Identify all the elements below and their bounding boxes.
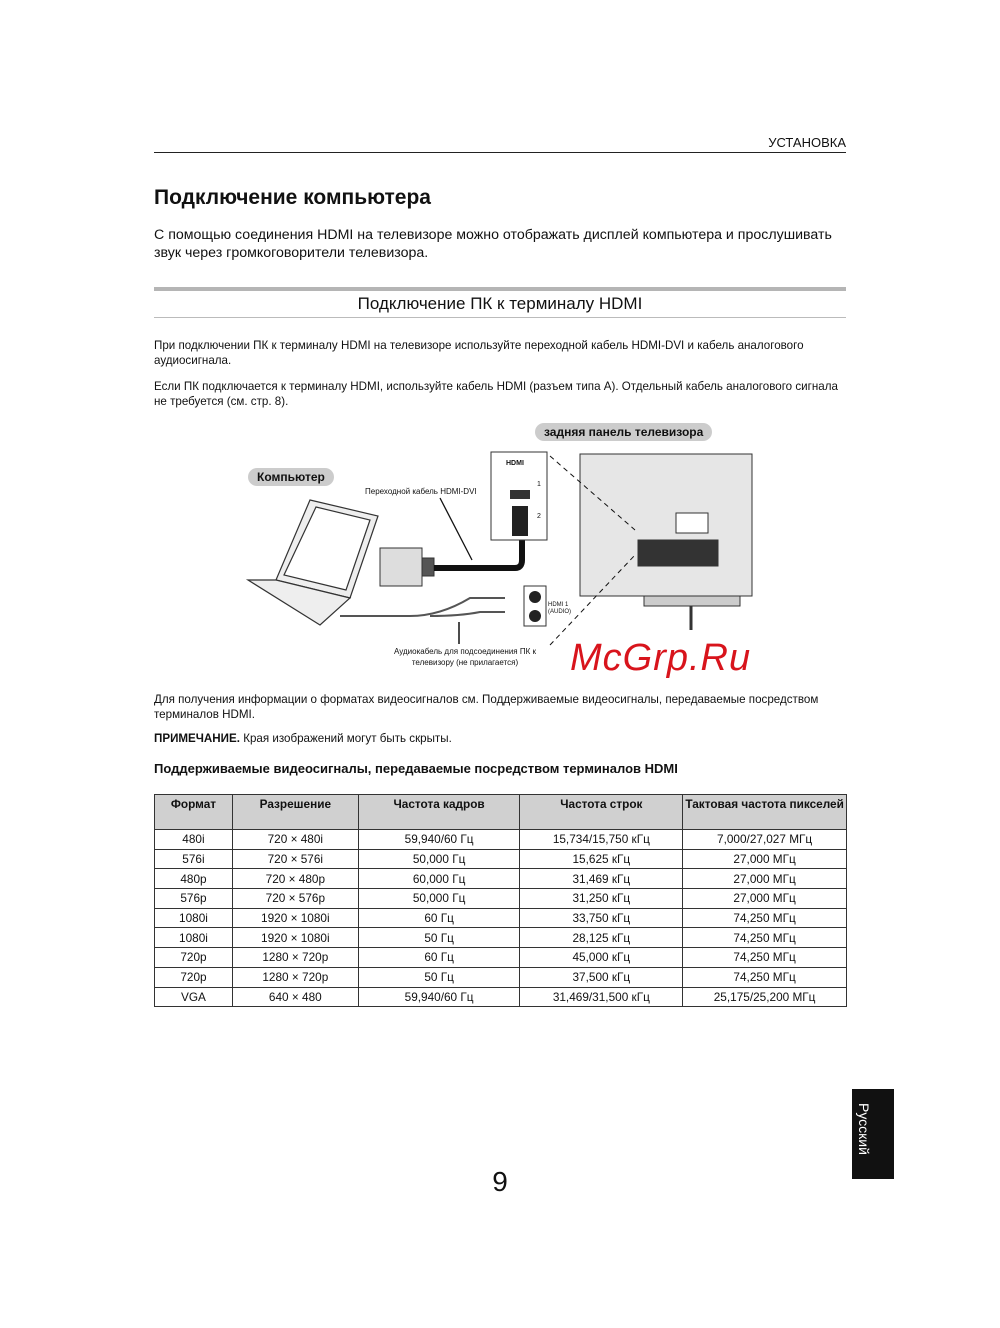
note-text: Края изображений могут быть скрыты.	[239, 732, 452, 745]
table-cell: 1080i	[155, 928, 233, 948]
table-row	[155, 869, 847, 889]
note	[154, 731, 846, 746]
paragraph-1: При подключении ПК к терминалу HDMI на телевизоре используйте переходной кабель HDMI-DVI и кабель аналогового аудиосигнала.	[154, 339, 804, 367]
col-header: Разрешение	[232, 795, 358, 830]
table-cell: VGA	[155, 987, 233, 1007]
table-cell: 74,250 МГц	[683, 967, 847, 987]
audio-cable-label: Аудиокабель для подсоединения ПК к телевизору (не прилагается)	[394, 647, 536, 667]
col-header: Формат	[155, 795, 233, 830]
table-cell: 27,000 МГц	[683, 849, 847, 869]
table-cell: 31,250 кГц	[520, 889, 683, 909]
table-cell: 59,940/60 Гц	[358, 987, 520, 1007]
table-cell: 45,000 кГц	[520, 948, 683, 968]
col-header: Частота строк	[520, 795, 683, 830]
table-cell: 27,000 МГц	[683, 869, 847, 889]
table-cell: 50 Гц	[358, 928, 520, 948]
table-row	[155, 889, 847, 909]
table-cell: 15,625 кГц	[520, 849, 683, 869]
port-1-label: 1	[537, 481, 541, 488]
table-cell: 50,000 Гц	[358, 849, 520, 869]
section-divider	[154, 287, 846, 291]
table-cell: 28,125 кГц	[520, 928, 683, 948]
language-tab-label: Русский	[856, 1103, 872, 1155]
col-header: Тактовая частота пикселей	[683, 795, 847, 830]
watermark: McGrp.Ru	[570, 637, 752, 679]
cable-label: Переходной кабель HDMI-DVI	[365, 487, 477, 496]
table-cell: 640 × 480	[232, 987, 358, 1007]
table-cell: 33,750 кГц	[520, 908, 683, 928]
table-cell: 576p	[155, 889, 233, 909]
table-cell: 720 × 576i	[232, 849, 358, 869]
table-cell: 31,469 кГц	[520, 869, 683, 889]
video-signal-table	[154, 794, 847, 1007]
laptop-illustration	[248, 500, 378, 625]
table-cell: 7,000/27,027 МГц	[683, 830, 847, 850]
table-cell: 15,734/15,750 кГц	[520, 830, 683, 850]
table-cell: 720 × 480p	[232, 869, 358, 889]
port-2-label: 2	[537, 513, 541, 520]
table-cell: 1280 × 720p	[232, 967, 358, 987]
table-cell: 50,000 Гц	[358, 889, 520, 909]
col-header: Частота кадров	[358, 795, 520, 830]
table-row	[155, 967, 847, 987]
table-cell: 25,175/25,200 МГц	[683, 987, 847, 1007]
table-cell: 720p	[155, 967, 233, 987]
note-label: ПРИМЕЧАНИЕ.	[154, 732, 240, 745]
table-cell: 1920 × 1080i	[232, 908, 358, 928]
intro-text: С помощью соединения HDMI на телевизоре можно отображать дисплей компьютера и прослушивать звук через громкоговорители телевизора.	[154, 227, 832, 261]
table-cell: 1080i	[155, 908, 233, 928]
table-cell: 1920 × 1080i	[232, 928, 358, 948]
table-cell: 60,000 Гц	[358, 869, 520, 889]
table-cell: 37,500 кГц	[520, 967, 683, 987]
table-row	[155, 830, 847, 850]
table-cell: 1280 × 720p	[232, 948, 358, 968]
table-cell: 59,940/60 Гц	[358, 830, 520, 850]
page-number: 9	[492, 1166, 508, 1197]
tv-back-panel	[580, 454, 752, 630]
table-cell: 27,000 МГц	[683, 889, 847, 909]
section-title: Подключение ПК к терминалу HDMI	[154, 294, 846, 318]
table-cell: 720 × 480i	[232, 830, 358, 850]
table-row	[155, 849, 847, 869]
table-cell: 74,250 МГц	[683, 928, 847, 948]
tv-back-label: задняя панель телевизора	[535, 423, 712, 441]
table-cell: 60 Гц	[358, 948, 520, 968]
table-cell: 720 × 576p	[232, 889, 358, 909]
computer-label: Компьютер	[248, 468, 334, 486]
table-title: Поддерживаемые видеосигналы, передаваемые посредством терминалов HDMI	[154, 761, 678, 776]
audio-cable	[340, 598, 505, 616]
table-cell: 50 Гц	[358, 967, 520, 987]
table-header-row	[155, 795, 847, 830]
table-cell: 60 Гц	[358, 908, 520, 928]
running-header: УСТАНОВКА	[154, 135, 846, 153]
table-cell: 480i	[155, 830, 233, 850]
page-title: Подключение компьютера	[154, 186, 431, 209]
table-cell: 720p	[155, 948, 233, 968]
table-cell: 74,250 МГц	[683, 908, 847, 928]
table-row	[155, 987, 847, 1007]
audio-port-label: HDMI 1 (AUDIO)	[548, 602, 571, 615]
table-row	[155, 908, 847, 928]
paragraph-2: Если ПК подключается к терминалу HDMI, используйте кабель HDMI (разъем типа A). Отдельный кабель аналогового сигнала не требуется (см. стр. 8).	[154, 380, 838, 408]
table-cell: 576i	[155, 849, 233, 869]
table-cell: 480p	[155, 869, 233, 889]
hdmi-panel-label: HDMI	[506, 460, 524, 467]
paragraph-3: Для получения информации о форматах видеосигналов см. Поддерживаемые видеосигналы, передаваемые посредством терминалов HDMI.	[154, 693, 819, 721]
table-row	[155, 928, 847, 948]
dvi-connector	[380, 548, 434, 586]
table-cell: 31,469/31,500 кГц	[520, 987, 683, 1007]
table-row	[155, 948, 847, 968]
table-cell: 74,250 МГц	[683, 948, 847, 968]
